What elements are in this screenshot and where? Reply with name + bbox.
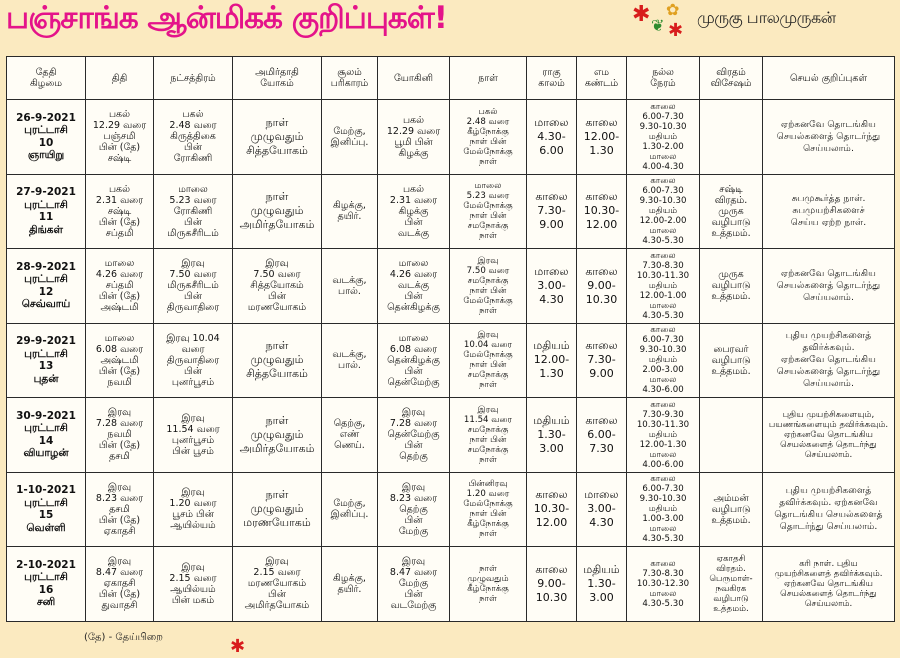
cell-date: 1-10-2021 புரட்டாசி 15 வெள்ளி (7, 472, 86, 547)
cell-date: 2-10-2021 புரட்டாசி 16 சனி (7, 547, 86, 622)
cell-naal: பகல் 2.48 வரை கீழ்நோக்கு நாள் பின் மேல்நோக்கு நாள் (450, 100, 527, 175)
cell-work: புதிய முயற்சிகளையும், பயணங்களையும் தவிர்க்கவும். ஏற்கனவே தொடங்கிய செயல்களைத் தொடர்ந்து செய்யலாம். (763, 398, 895, 473)
column-header-nalla: நல்ல நேரம் (627, 57, 700, 100)
cell-rahu: காலை 7.30- 9.00 (527, 174, 577, 249)
cell-viratham (700, 100, 763, 175)
cell-rahu: மதியம் 1.30- 3.00 (527, 398, 577, 473)
cell-viratham (700, 398, 763, 473)
cell-rahu: காலை 9.00- 10.30 (527, 547, 577, 622)
cell-date: 29-9-2021 புரட்டாசி 13 புதன் (7, 323, 86, 398)
cell-star: இரவு 2.15 வரை ஆயில்யம் பின் மகம் (154, 547, 233, 622)
leaf-icon: ❦ (651, 16, 665, 35)
page-title: பஞ்சாங்க ஆன்மிகக் குறிப்புகள்! (6, 0, 447, 36)
cell-thithi: மாலை 4.26 வரை சப்தமி பின் (தே) அஷ்டமி (86, 249, 154, 324)
cell-thithi: பகல் 12.29 வரை பஞ்சமி பின் (தே) சஷ்டி (86, 100, 154, 175)
cell-rahu: மாலை 3.00- 4.30 (527, 249, 577, 324)
cell-yogini: மாலை 4.26 வரை வடக்கு பின் தென்கிழக்கு (378, 249, 450, 324)
column-header-ema: எம கண்டம் (577, 57, 627, 100)
table-header-row (7, 57, 895, 100)
cell-star: இரவு 7.50 வரை மிருகசீரிடம் பின் திருவாதிரை (154, 249, 233, 324)
table-row (7, 174, 895, 249)
column-header-date: தேதி கிழமை (7, 57, 86, 100)
cell-soolam: கிழக்கு, தயிர். (322, 174, 378, 249)
header (0, 0, 900, 52)
column-header-viratham: விரதம் விசேஷம் (700, 57, 763, 100)
cell-work: கரி நாள். புதிய முயற்சிகளைத் தவிர்க்கவும். ஏற்கனவே தொடங்கிய செயல்களைத் தொடர்ந்து செய்யலாம். (763, 547, 895, 622)
cell-yogam: நாள் முழுவதும் அமிர்தயோகம் (233, 174, 322, 249)
cell-date: 26-9-2021 புரட்டாசி 10 ஞாயிறு (7, 100, 86, 175)
cell-ema: மாலை 3.00- 4.30 (577, 472, 627, 547)
table-row (7, 100, 895, 175)
cell-yogam: நாள் முழுவதும் சித்தயோகம் (233, 323, 322, 398)
cell-viratham: சஷ்டி விரதம். முருக வழிபாடு உத்தமம். (700, 174, 763, 249)
column-header-yogam: அமிர்தாதி யோகம் (233, 57, 322, 100)
cell-nalla: காலை 7.30-9.30 10.30-11.30 மதியம் 12.00-1.30 மாலை 4.00-6.00 (627, 398, 700, 473)
cell-thithi: பகல் 2.31 வரை சஷ்டி பின் (தே) சப்தமி (86, 174, 154, 249)
column-header-naal: நாள் (450, 57, 527, 100)
cell-thithi: மாலை 6.08 வரை அஷ்டமி பின் (தே) நவமி (86, 323, 154, 398)
cell-rahu: மாலை 4.30- 6.00 (527, 100, 577, 175)
cell-nalla: காலை 6.00-7.30 9.30-10.30 மதியம் 12.00-2.00 மாலை 4.30-5.30 (627, 174, 700, 249)
table-row (7, 547, 895, 622)
cell-naal: இரவு 10.04 வரை மேல்நோக்கு நாள் பின் சமநோக்கு நாள் (450, 323, 527, 398)
cell-yogini: பகல் 2.31 வரை கிழக்கு பின் வடக்கு (378, 174, 450, 249)
cell-nalla: காலை 7.30-8.30 10.30-11.30 மதியம் 12.00-1.00 மாலை 4.30-5.30 (627, 249, 700, 324)
cell-rahu: மதியம் 12.00- 1.30 (527, 323, 577, 398)
cell-yogam: நாள் முழுவதும் அமிர்தயோகம் (233, 398, 322, 473)
cell-ema: காலை 9.00- 10.30 (577, 249, 627, 324)
panchangam-table (6, 56, 895, 622)
column-header-soolam: சூலம் பரிகாரம் (322, 57, 378, 100)
cell-yogam: நாள் முழுவதும் சித்தயோகம் (233, 100, 322, 175)
cell-nalla: காலை 7.30-8.30 10.30-12.30 மாலை 4.30-5.30 (627, 547, 700, 622)
cell-ema: காலை 10.30- 12.00 (577, 174, 627, 249)
column-header-star: நட்சத்திரம் (154, 57, 233, 100)
cell-yogini: இரவு 7.28 வரை தென்மேற்கு பின் தெற்கு (378, 398, 450, 473)
cell-naal: பின்னிரவு 1.20 வரை மேல்நோக்கு நாள் பின் கீழ்நோக்கு நாள் (450, 472, 527, 547)
cell-ema: மதியம் 1.30- 3.00 (577, 547, 627, 622)
flower-icon: ✿ (666, 0, 680, 19)
cell-date: 30-9-2021 புரட்டாசி 14 வியாழன் (7, 398, 86, 473)
cell-star: இரவு 10.04 வரை திருவாதிரை பின் புனர்பூசம் (154, 323, 233, 398)
cell-work: ஏற்கனவே தொடங்கிய செயல்களைத் தொடர்ந்து செய்யலாம். (763, 249, 895, 324)
cell-thithi: இரவு 8.23 வரை தசமி பின் (தே) ஏகாதசி (86, 472, 154, 547)
cell-ema: காலை 12.00- 1.30 (577, 100, 627, 175)
cell-work: சுபமுகூர்த்த நாள். சுபமுயற்சிகளைச் செய்ய ஏற்ற நாள். (763, 174, 895, 249)
cell-star: இரவு 1.20 வரை பூசம் பின் ஆயில்யம் (154, 472, 233, 547)
cell-rahu: காலை 10.30- 12.00 (527, 472, 577, 547)
cell-star: இரவு 11.54 வரை புனர்பூசம் பின் பூசம் (154, 398, 233, 473)
cell-yogam: இரவு 2.15 வரை மரணயோகம் பின் அமிர்தயோகம் (233, 547, 322, 622)
cell-soolam: மேற்கு, இனிப்பு. (322, 100, 378, 175)
cell-star: மாலை 5.23 வரை ரோகிணி பின் மிருகசீரிடம் (154, 174, 233, 249)
cell-star: பகல் 2.48 வரை கிருத்திகை பின் ரோகிணி (154, 100, 233, 175)
flower-icon: ✱ (632, 2, 651, 27)
cell-naal: இரவு 11.54 வரை சமநோக்கு நாள் பின் சமநோக்கு நாள் (450, 398, 527, 473)
flower-icon: ✱ (668, 20, 684, 41)
cell-thithi: இரவு 7.28 வரை நவமி பின் (தே) தசமி (86, 398, 154, 473)
author-name: முருகு பாலமுருகன் (697, 8, 836, 27)
cell-yogini: இரவு 8.23 வரை தெற்கு பின் மேற்கு (378, 472, 450, 547)
cell-naal: நாள் முழுவதும் கீழ்நோக்கு நாள் (450, 547, 527, 622)
column-header-thithi: திதி (86, 57, 154, 100)
cell-date: 28-9-2021 புரட்டாசி 12 செவ்வாய் (7, 249, 86, 324)
cell-nalla: காலை 6.00-7.30 9.30-10.30 மதியம் 1.00-3.00 மாலை 4.30-5.30 (627, 472, 700, 547)
column-header-work: செயல் குறிப்புகள் (763, 57, 895, 100)
cell-nalla: காலை 6.00-7.30 9.30-10.30 மதியம் 1.30-2.00 மாலை 4.00-4.30 (627, 100, 700, 175)
table-row (7, 323, 895, 398)
panchangam-table-wrap (6, 56, 894, 622)
column-header-rahu: ராகு காலம் (527, 57, 577, 100)
cell-ema: காலை 6.00- 7.30 (577, 398, 627, 473)
table-row (7, 249, 895, 324)
column-header-yogini: யோகினி (378, 57, 450, 100)
cell-work: புதிய முயற்சிகளைத் தவிர்க்கவும். ஏற்கனவே தொடங்கிய செயல்களைத் தொடர்ந்து செய்யலாம். (763, 472, 895, 547)
cell-naal: மாலை 5.23 வரை மேல்நோக்கு நாள் பின் சமநோக்கு நாள் (450, 174, 527, 249)
footnote: (தே) - தேய்பிறை (84, 632, 163, 643)
cell-viratham: ஏகாதசி விரதம். பெருமாள்- நவகிரக வழிபாடு உத்தமம். (700, 547, 763, 622)
cell-yogini: இரவு 8.47 வரை மேற்கு பின் வடமேற்கு (378, 547, 450, 622)
cell-soolam: வடக்கு, பால். (322, 323, 378, 398)
table-row (7, 398, 895, 473)
cell-viratham: அம்மன் வழிபாடு உத்தமம். (700, 472, 763, 547)
cell-soolam: கிழக்கு, தயிர். (322, 547, 378, 622)
cell-yogam: நாள் முழுவதும் மரணயோகம் (233, 472, 322, 547)
cell-work: ஏற்கனவே தொடங்கிய செயல்களைத் தொடர்ந்து செய்யலாம். (763, 100, 895, 175)
cell-yogam: இரவு 7.50 வரை சித்தயோகம் பின் மரணயோகம் (233, 249, 322, 324)
cell-viratham: முருக வழிபாடு உத்தமம். (700, 249, 763, 324)
cell-yogini: மாலை 6.08 வரை தென்கிழக்கு பின் தென்மேற்கு (378, 323, 450, 398)
cell-work: புதிய முயற்சிகளைத் தவிர்க்கவும். ஏற்கனவே தொடங்கிய செயல்களைத் தொடர்ந்து செய்யலாம். (763, 323, 895, 398)
cell-nalla: காலை 6.00-7.30 9.30-10.30 மதியம் 2.00-3.00 மாலை 4.30-6.00 (627, 323, 700, 398)
cell-soolam: மேற்கு, இனிப்பு. (322, 472, 378, 547)
cell-viratham: பைரவர் வழிபாடு உத்தமம். (700, 323, 763, 398)
cell-soolam: வடக்கு, பால். (322, 249, 378, 324)
table-row (7, 472, 895, 547)
cell-date: 27-9-2021 புரட்டாசி 11 திங்கள் (7, 174, 86, 249)
flower-icon: ✱ (230, 636, 246, 657)
cell-yogini: பகல் 12.29 வரை பூமி பின் கிழக்கு (378, 100, 450, 175)
cell-naal: இரவு 7.50 வரை சமநோக்கு நாள் பின் மேல்நோக்கு நாள் (450, 249, 527, 324)
cell-thithi: இரவு 8.47 வரை ஏகாதசி பின் (தே) துவாதசி (86, 547, 154, 622)
cell-ema: காலை 7.30- 9.00 (577, 323, 627, 398)
cell-soolam: தெற்கு, எண் ணெய். (322, 398, 378, 473)
